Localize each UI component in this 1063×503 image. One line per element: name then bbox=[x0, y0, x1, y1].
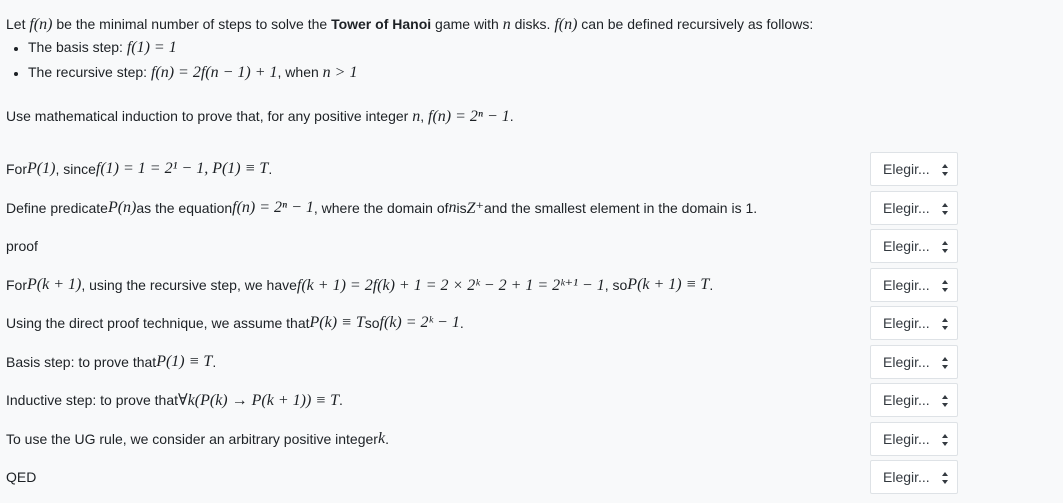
problem-intro bbox=[6, 14, 1056, 85]
question-text bbox=[6, 106, 514, 127]
select-arrows-icon bbox=[942, 395, 948, 407]
proof-step-row bbox=[0, 304, 1063, 342]
statement-text: Basis step: to prove that bbox=[6, 354, 157, 370]
intro-text: game with bbox=[431, 16, 503, 32]
select-value: Elegir... bbox=[883, 277, 930, 293]
select-arrows-icon bbox=[942, 203, 948, 215]
statement-text: QED bbox=[6, 469, 37, 485]
proof-step-statement bbox=[6, 150, 272, 188]
statement-text: For bbox=[6, 277, 27, 293]
proof-step-row bbox=[0, 266, 1063, 304]
statement-text: , where the domain of bbox=[313, 200, 449, 216]
math-formula: f(n) = 2ⁿ − 1 bbox=[428, 108, 510, 125]
proof-step-statement bbox=[6, 458, 36, 496]
select-value: Elegir... bbox=[883, 238, 930, 254]
intro-paragraph bbox=[6, 14, 1056, 35]
proof-step-statement bbox=[6, 381, 343, 419]
statement-text: For bbox=[6, 161, 27, 177]
answer-select[interactable] bbox=[870, 152, 958, 186]
proof-step-row bbox=[0, 458, 1063, 496]
select-arrows-icon bbox=[942, 318, 948, 330]
statement-text: Inductive step: to prove that bbox=[6, 392, 178, 408]
math-expression: P(1) bbox=[27, 160, 56, 177]
proof-step-row bbox=[0, 189, 1063, 227]
proof-step-row bbox=[0, 381, 1063, 419]
math-expression: Z⁺ bbox=[466, 200, 484, 217]
math-expression: n bbox=[448, 199, 457, 216]
math-expression: P(1) ≡ T bbox=[156, 353, 213, 370]
math-expression: k bbox=[377, 430, 386, 447]
statement-text: . bbox=[709, 277, 714, 293]
select-value: Elegir... bbox=[883, 431, 930, 447]
bullet-text: The basis step: bbox=[28, 39, 127, 55]
statement-text: , since bbox=[55, 161, 96, 177]
intro-text: disks. bbox=[510, 16, 555, 32]
statement-text: so bbox=[364, 315, 380, 331]
proof-step-row bbox=[0, 150, 1063, 188]
answer-select[interactable] bbox=[870, 268, 958, 302]
proof-step-statement bbox=[6, 304, 464, 342]
statement-text: . bbox=[385, 431, 389, 447]
proof-step-row bbox=[0, 227, 1063, 265]
statement-text: , so bbox=[604, 277, 628, 293]
question-part: , bbox=[420, 108, 428, 124]
statement-text: Define predicate bbox=[6, 200, 108, 216]
select-value: Elegir... bbox=[883, 354, 930, 370]
answer-select[interactable] bbox=[870, 460, 958, 494]
intro-bold-title: Tower of Hanoi bbox=[331, 16, 432, 32]
proof-step-statement bbox=[6, 343, 216, 381]
recursive-step-item bbox=[28, 60, 1056, 85]
statement-text: Using the direct proof technique, we assume that bbox=[6, 315, 310, 331]
proof-step-row bbox=[0, 343, 1063, 381]
math-cond: n > 1 bbox=[322, 64, 358, 81]
definition-list bbox=[6, 35, 1056, 85]
proof-step-statement bbox=[6, 189, 757, 227]
answer-select[interactable] bbox=[870, 229, 958, 263]
intro-text: be the minimal number of steps to solve the bbox=[52, 16, 332, 32]
math-n: n bbox=[412, 108, 421, 125]
answer-select[interactable] bbox=[870, 345, 958, 379]
select-value: Elegir... bbox=[883, 392, 930, 408]
statement-text: . bbox=[459, 315, 464, 331]
answer-select[interactable] bbox=[870, 422, 958, 456]
statement-text: . bbox=[212, 354, 217, 370]
statement-text: . bbox=[268, 161, 273, 177]
math-expression: f(1) = 1 = 2¹ − 1, P(1) ≡ T bbox=[95, 160, 269, 177]
statement-text: is bbox=[456, 200, 467, 216]
select-value: Elegir... bbox=[883, 315, 930, 331]
proof-step-statement bbox=[6, 266, 713, 304]
math-fn: f(n) bbox=[29, 16, 53, 33]
math-expression: ∀k(P(k) → P(k + 1)) ≡ T bbox=[178, 392, 339, 409]
basis-step-item bbox=[28, 35, 1056, 60]
math-expression: P(n) bbox=[107, 199, 137, 216]
select-arrows-icon bbox=[942, 357, 948, 369]
select-arrows-icon bbox=[942, 164, 948, 176]
select-arrows-icon bbox=[942, 280, 948, 292]
statement-text: . bbox=[338, 392, 343, 408]
answer-select[interactable] bbox=[870, 306, 958, 340]
select-arrows-icon bbox=[942, 472, 948, 484]
question-part: . bbox=[509, 108, 514, 124]
proof-step-row bbox=[0, 420, 1063, 458]
math-expression: P(k) ≡ T bbox=[309, 314, 365, 331]
math-n: n bbox=[502, 16, 511, 33]
statement-text: and the smallest element in the domain is 1. bbox=[483, 200, 758, 216]
select-value: Elegir... bbox=[883, 469, 930, 485]
proof-step-statement bbox=[6, 227, 38, 265]
math-basis: f(1) = 1 bbox=[126, 39, 177, 56]
statement-text: , using the recursive step, we have bbox=[81, 277, 297, 293]
statement-text: To use the UG rule, we consider an arbitrary positive integer bbox=[6, 431, 378, 447]
intro-text: Let bbox=[6, 16, 30, 32]
math-expression: f(n) = 2ⁿ − 1 bbox=[232, 199, 314, 216]
select-arrows-icon bbox=[942, 434, 948, 446]
math-expression: f(k) = 2ᵏ − 1 bbox=[379, 314, 460, 331]
answer-select[interactable] bbox=[870, 191, 958, 225]
math-fn: f(n) bbox=[554, 16, 578, 33]
proof-step-statement bbox=[6, 420, 389, 458]
answer-select[interactable] bbox=[870, 383, 958, 417]
bullet-text: , when bbox=[277, 64, 323, 80]
select-value: Elegir... bbox=[883, 161, 930, 177]
intro-text: can be defined recursively as follows: bbox=[577, 16, 814, 32]
select-arrows-icon bbox=[942, 241, 948, 253]
statement-text: as the equation bbox=[136, 200, 233, 216]
math-expression: P(k + 1) ≡ T bbox=[627, 276, 710, 293]
bullet-text: The recursive step: bbox=[28, 64, 151, 80]
math-recursive: f(n) = 2f(n − 1) + 1 bbox=[150, 64, 278, 81]
math-expression: f(k + 1) = 2f(k) + 1 = 2 × 2ᵏ − 2 + 1 = 2ᵏ⁺¹ − 1 bbox=[296, 277, 605, 294]
math-expression: P(k + 1) bbox=[27, 276, 82, 293]
statement-text: proof bbox=[6, 238, 38, 254]
question-part: Use mathematical induction to prove that, for any positive integer bbox=[6, 108, 413, 124]
select-value: Elegir... bbox=[883, 200, 930, 216]
